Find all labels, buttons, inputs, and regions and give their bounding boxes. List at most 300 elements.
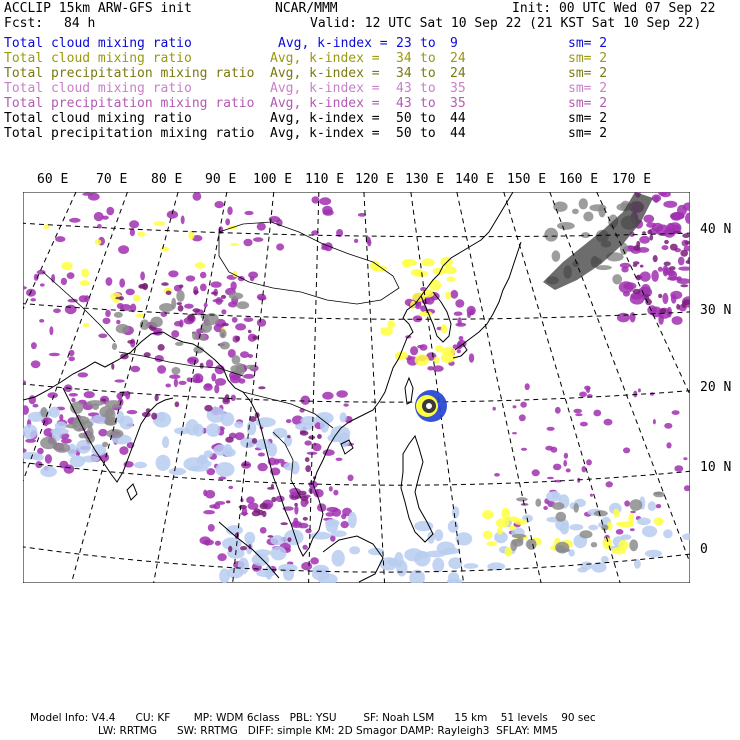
mixing-ratio-cell <box>322 392 333 400</box>
field-k-start: 43 <box>396 96 412 111</box>
longitude-label: 60 E <box>37 172 69 187</box>
mixing-ratio-cell <box>81 269 89 278</box>
mixing-ratio-cell <box>583 212 593 222</box>
mixing-ratio-cell <box>200 272 206 279</box>
mixing-ratio-cell <box>668 270 676 276</box>
mixing-ratio-cell <box>169 468 186 475</box>
mixing-ratio-cell <box>31 360 41 368</box>
field-k-to: to <box>420 96 436 111</box>
mixing-ratio-cell <box>287 435 290 438</box>
mixing-ratio-cell <box>486 541 497 546</box>
field-name: Total precipitation mixing ratio <box>4 96 255 111</box>
footer-physics-info: LW: RRTMG SW: RRTMG DIFF: simple KM: 2D Smagor DAMP: Rayleigh3 SFLAY: MM5 <box>98 725 558 737</box>
mixing-ratio-cell <box>98 334 107 339</box>
mixing-ratio-cell <box>343 403 348 406</box>
mixing-ratio-cell <box>512 534 527 538</box>
mixing-ratio-cell <box>258 453 265 457</box>
mixing-ratio-cell <box>640 265 644 268</box>
mixing-ratio-cell <box>294 505 298 514</box>
mixing-ratio-cell <box>174 321 182 327</box>
mixing-ratio-cell <box>291 495 294 499</box>
mixing-ratio-cell <box>125 391 130 400</box>
mixing-ratio-cell <box>332 550 345 567</box>
mixing-ratio-cell <box>556 512 567 522</box>
mixing-ratio-cell <box>203 510 215 514</box>
mixing-ratio-cell <box>577 567 587 572</box>
mixing-ratio-cell <box>557 222 575 230</box>
longitude-label: 170 E <box>612 172 652 187</box>
mixing-ratio-cell <box>302 545 307 550</box>
mixing-ratio-cell <box>444 266 457 274</box>
mixing-ratio-cell <box>639 236 650 244</box>
mixing-ratio-cell <box>105 408 116 421</box>
field-avg-label: Avg, k-index = <box>270 51 380 66</box>
mixing-ratio-cell <box>127 410 138 414</box>
field-k-start: 23 <box>396 36 412 51</box>
mixing-ratio-cell <box>448 572 459 583</box>
mixing-ratio-cell <box>552 502 564 510</box>
mixing-ratio-cell <box>239 505 247 509</box>
mixing-ratio-cell <box>49 353 60 356</box>
field-avg-label: Avg, k-index = <box>270 96 380 111</box>
mixing-ratio-cell <box>81 456 99 463</box>
mixing-ratio-cell <box>670 212 685 220</box>
mixing-ratio-cell <box>103 318 111 324</box>
mixing-ratio-cell <box>62 262 73 271</box>
longitude-label: 130 E <box>405 172 445 187</box>
mixing-ratio-cell <box>151 413 157 420</box>
mixing-ratio-cell <box>672 316 683 325</box>
mixing-ratio-cell <box>564 453 568 459</box>
mixing-ratio-cell <box>244 211 253 215</box>
mixing-ratio-cell <box>204 303 208 308</box>
mixing-ratio-cell <box>225 437 233 443</box>
mixing-ratio-cell <box>630 312 636 322</box>
mixing-ratio-cell <box>582 466 587 472</box>
mixing-ratio-cell <box>192 331 198 340</box>
mixing-ratio-cell <box>670 244 678 251</box>
mixing-ratio-cell <box>326 520 339 533</box>
mixing-ratio-cell <box>37 270 46 275</box>
mixing-ratio-cell <box>71 398 75 402</box>
mixing-ratio-cell <box>178 381 186 385</box>
longitude-label: 70 E <box>96 172 128 187</box>
mixing-ratio-cell <box>40 437 57 449</box>
latitude-label: 20 N <box>700 380 732 395</box>
mixing-ratio-cell <box>494 473 500 477</box>
mixing-ratio-cell <box>651 270 659 282</box>
mixing-ratio-cell <box>624 500 630 506</box>
mixing-ratio-cell <box>171 367 180 375</box>
mixing-ratio-cell <box>320 418 329 433</box>
mixing-ratio-cell <box>403 259 417 266</box>
mixing-ratio-cell <box>114 379 124 382</box>
field-avg-label: Avg, k-index = <box>270 66 380 81</box>
mixing-ratio-cell <box>653 255 658 262</box>
mixing-ratio-cell <box>140 271 145 280</box>
field-smoothing: sm= 2 <box>568 36 608 51</box>
mixing-ratio-cell <box>206 423 220 437</box>
mixing-ratio-cell <box>236 301 249 309</box>
mixing-ratio-cell <box>257 223 266 231</box>
fcst-value: 84 h <box>64 16 96 31</box>
mixing-ratio-cell <box>590 494 593 497</box>
mixing-ratio-cell <box>158 412 166 421</box>
mixing-ratio-cell <box>137 232 145 237</box>
mixing-ratio-cell <box>31 342 37 349</box>
mixing-ratio-cell <box>179 285 184 288</box>
field-smoothing: sm= 2 <box>568 66 608 81</box>
mixing-ratio-cell <box>229 293 243 300</box>
mixing-ratio-cell <box>176 290 184 302</box>
field-name: Total cloud mixing ratio <box>4 51 192 66</box>
mixing-ratio-cell <box>676 304 680 310</box>
typhoon-marker <box>415 390 447 422</box>
mixing-ratio-cell <box>662 293 668 304</box>
mixing-ratio-cell <box>157 365 166 374</box>
mixing-ratio-cell <box>340 412 347 422</box>
mixing-ratio-cell <box>221 295 226 299</box>
mixing-ratio-cell <box>69 393 78 397</box>
mixing-ratio-cell <box>118 245 129 254</box>
mixing-ratio-cell <box>417 345 423 348</box>
mixing-ratio-cell <box>33 454 44 461</box>
mixing-ratio-cell <box>265 565 272 580</box>
mixing-ratio-cell <box>410 301 416 309</box>
mixing-ratio-cell <box>253 335 259 339</box>
mixing-ratio-cell <box>427 531 434 543</box>
mixing-ratio-cell <box>127 340 134 344</box>
mixing-ratio-cell <box>300 416 317 425</box>
mixing-ratio-cell <box>613 509 619 518</box>
mixing-ratio-cell <box>663 265 669 276</box>
mixing-ratio-cell <box>441 548 460 555</box>
mixing-ratio-cell <box>617 313 630 323</box>
mixing-ratio-cell <box>65 305 77 315</box>
mixing-ratio-cell <box>129 220 139 228</box>
mixing-ratio-cell <box>685 241 690 245</box>
mixing-ratio-cell <box>240 546 247 550</box>
mixing-ratio-cell <box>112 343 117 350</box>
latitude-label: 0 <box>700 542 708 557</box>
mixing-ratio-cell <box>638 388 641 392</box>
mixing-ratio-cell <box>130 366 140 372</box>
mixing-ratio-cell <box>667 277 679 281</box>
mixing-ratio-cell <box>535 499 541 507</box>
mixing-ratio-cell <box>168 270 178 277</box>
mixing-ratio-cell <box>310 532 331 540</box>
mixing-ratio-cell <box>193 192 202 201</box>
mixing-ratio-cell <box>513 405 517 408</box>
mixing-ratio-cell <box>413 315 423 322</box>
mixing-ratio-cell <box>203 384 213 391</box>
mixing-ratio-cell <box>244 317 254 322</box>
mixing-ratio-cell <box>618 540 628 551</box>
mixing-ratio-cell <box>514 519 527 525</box>
mixing-ratio-cell <box>215 462 234 477</box>
mixing-ratio-cell <box>566 468 571 472</box>
mixing-ratio-cell <box>271 484 274 489</box>
field-k-to: to <box>420 81 436 96</box>
mixing-ratio-cell <box>305 529 311 534</box>
mixing-ratio-cell <box>184 304 194 309</box>
mixing-ratio-cell <box>119 278 125 287</box>
mixing-ratio-cell <box>300 431 309 436</box>
mixing-ratio-cell <box>454 312 463 316</box>
mixing-ratio-cell <box>105 310 111 317</box>
mixing-ratio-cell <box>215 501 225 505</box>
mixing-ratio-cell <box>336 458 343 461</box>
mixing-ratio-cell <box>469 353 474 362</box>
mixing-ratio-cell <box>255 549 271 556</box>
mixing-ratio-cell <box>664 262 671 266</box>
mixing-ratio-cell <box>543 506 548 510</box>
mixing-ratio-cell <box>33 404 39 408</box>
field-avg-label: Avg, k-index = <box>270 111 380 126</box>
mixing-ratio-cell <box>670 291 682 300</box>
mixing-ratio-cell <box>252 511 261 517</box>
mixing-ratio-cell <box>574 503 579 513</box>
mixing-ratio-cell <box>274 459 279 465</box>
mixing-ratio-cell <box>483 531 493 540</box>
latitude-label: 40 N <box>700 222 732 237</box>
mixing-ratio-cell <box>658 294 662 298</box>
mixing-ratio-cell <box>463 563 478 569</box>
mixing-ratio-cell <box>236 363 244 371</box>
mixing-ratio-cell <box>341 521 349 528</box>
mixing-ratio-cell <box>606 481 613 487</box>
mixing-ratio-cell <box>396 560 407 577</box>
mixing-ratio-cell <box>225 218 230 225</box>
field-avg-label: Avg, k-index = <box>278 36 388 51</box>
mixing-ratio-cell <box>258 386 265 389</box>
longitude-label: 150 E <box>507 172 547 187</box>
mixing-ratio-cell <box>672 410 680 415</box>
field-k-start: 50 <box>396 111 412 126</box>
mixing-ratio-cell <box>450 290 458 299</box>
field-k-end: 9 <box>450 36 458 51</box>
mixing-ratio-cell <box>208 524 215 532</box>
longitude-label: 120 E <box>355 172 395 187</box>
field-name: Total cloud mixing ratio <box>4 36 192 51</box>
mixing-ratio-cell <box>192 379 203 383</box>
mixing-ratio-cell <box>165 384 171 388</box>
field-name: Total precipitation mixing ratio <box>4 66 255 81</box>
mixing-ratio-cell <box>572 209 579 215</box>
mixing-ratio-cell <box>598 204 605 217</box>
mixing-ratio-cell <box>188 314 195 321</box>
mixing-ratio-cell <box>432 558 444 573</box>
mixing-ratio-cell <box>211 373 216 381</box>
mixing-ratio-cell <box>174 378 178 387</box>
field-k-to: to <box>420 111 436 126</box>
mixing-ratio-cell <box>612 274 622 284</box>
mixing-ratio-cell <box>29 395 36 404</box>
mixing-ratio-cell <box>642 526 657 538</box>
mixing-ratio-cell <box>457 349 461 353</box>
mixing-ratio-cell <box>575 413 583 416</box>
mixing-ratio-cell <box>667 307 672 318</box>
mixing-ratio-cell <box>203 490 207 496</box>
mixing-ratio-cell <box>106 207 114 216</box>
mixing-ratio-cell <box>333 490 338 496</box>
mixing-ratio-cell <box>293 518 298 527</box>
mixing-ratio-cell <box>421 258 434 266</box>
mixing-ratio-cell <box>620 263 631 268</box>
mixing-ratio-cell <box>119 416 133 430</box>
mixing-ratio-cell <box>666 442 671 448</box>
mixing-ratio-cell <box>680 284 688 287</box>
longitude-label: 160 E <box>559 172 599 187</box>
mixing-ratio-cell <box>242 464 250 466</box>
mixing-ratio-cell <box>134 462 147 469</box>
mixing-ratio-cell <box>186 275 195 281</box>
mixing-ratio-cell <box>273 428 288 438</box>
mixing-ratio-cell <box>586 459 592 465</box>
mixing-ratio-cell <box>332 508 341 517</box>
mixing-ratio-cell <box>175 342 183 346</box>
mixing-ratio-cell <box>153 221 165 226</box>
mixing-ratio-cell <box>23 424 38 439</box>
mixing-ratio-cell <box>248 330 252 333</box>
field-k-end: 24 <box>450 66 466 81</box>
mixing-ratio-cell <box>195 262 206 268</box>
mixing-ratio-cell <box>185 419 199 435</box>
mixing-ratio-cell <box>305 465 311 472</box>
mixing-ratio-cell <box>441 324 446 328</box>
mixing-ratio-cell <box>126 289 135 296</box>
mixing-ratio-cell <box>211 292 217 295</box>
mixing-ratio-cell <box>519 414 526 421</box>
mixing-ratio-cell <box>650 234 654 240</box>
mixing-ratio-cell <box>257 294 266 300</box>
mixing-ratio-cell <box>591 542 597 547</box>
mixing-ratio-cell <box>545 446 553 451</box>
mixing-ratio-cell <box>262 511 267 517</box>
field-name: Total cloud mixing ratio <box>4 81 192 96</box>
mixing-ratio-cell <box>642 294 650 296</box>
mixing-ratio-cell <box>252 438 257 444</box>
mixing-ratio-cell <box>228 486 233 489</box>
mixing-ratio-cell <box>664 240 669 244</box>
mixing-ratio-cell <box>623 282 636 289</box>
mixing-ratio-cell <box>628 245 634 249</box>
mixing-ratio-cell <box>67 272 75 279</box>
mixing-ratio-cell <box>336 390 348 397</box>
mixing-ratio-cell <box>146 408 151 412</box>
mixing-ratio-cell <box>250 276 255 281</box>
field-k-start: 34 <box>396 51 412 66</box>
mixing-ratio-cell <box>84 391 95 398</box>
mixing-ratio-cell <box>213 445 228 456</box>
mixing-ratio-cell <box>634 245 641 251</box>
mixing-ratio-cell <box>232 317 238 323</box>
mixing-ratio-cell <box>175 401 180 407</box>
mixing-ratio-cell <box>573 409 582 414</box>
field-k-to: to <box>420 66 436 81</box>
mixing-ratio-cell <box>520 402 527 408</box>
mixing-ratio-cell <box>594 510 608 516</box>
mixing-ratio-cell <box>637 518 651 526</box>
model-title: ACCLIP 15km ARW-GFS init <box>4 1 192 16</box>
mixing-ratio-cell <box>280 522 288 525</box>
mixing-ratio-cell <box>301 562 312 570</box>
field-smoothing: sm= 2 <box>568 81 608 96</box>
mixing-ratio-cell <box>546 491 561 502</box>
mixing-ratio-cell <box>682 233 689 238</box>
mixing-ratio-cell <box>203 539 214 545</box>
mixing-ratio-cell <box>171 298 176 310</box>
field-k-start: 43 <box>396 81 412 96</box>
mixing-ratio-cell <box>303 517 308 521</box>
mixing-ratio-cell <box>662 245 669 250</box>
mixing-ratio-cell <box>525 383 530 390</box>
mixing-ratio-cell <box>192 308 200 312</box>
field-k-end: 35 <box>450 81 466 96</box>
mixing-ratio-cell <box>156 455 171 471</box>
mixing-ratio-cell <box>162 436 169 448</box>
field-k-end: 44 <box>450 126 466 141</box>
mixing-ratio-cell <box>181 215 185 224</box>
mixing-ratio-cell <box>69 218 81 223</box>
mixing-ratio-cell <box>552 250 561 261</box>
field-name: Total cloud mixing ratio <box>4 111 192 126</box>
mixing-ratio-cell <box>317 434 322 439</box>
mixing-ratio-cell <box>215 541 221 546</box>
mixing-ratio-cell <box>231 395 236 401</box>
mixing-ratio-cell <box>532 469 540 476</box>
mixing-ratio-cell <box>166 291 172 295</box>
mixing-ratio-cell <box>218 477 226 480</box>
mixing-ratio-cell <box>221 309 226 314</box>
mixing-ratio-cell <box>288 537 292 542</box>
mixing-ratio-cell <box>138 284 145 289</box>
mixing-ratio-cell <box>354 239 358 243</box>
mixing-ratio-cell <box>219 329 226 338</box>
mixing-ratio-cell <box>512 539 523 547</box>
mixing-ratio-cell <box>226 500 231 503</box>
mixing-ratio-cell <box>445 292 451 300</box>
mixing-ratio-cell <box>381 327 393 336</box>
mixing-ratio-cell <box>310 557 319 564</box>
mixing-ratio-cell <box>230 243 238 246</box>
longitude-label: 90 E <box>205 172 237 187</box>
mixing-ratio-cell <box>319 197 331 205</box>
valid-time: Valid: 12 UTC Sat 10 Sep 22 (21 KST Sat 10 Sep 22) <box>310 16 702 31</box>
mixing-ratio-cell <box>92 403 99 410</box>
latitude-label: 30 N <box>700 303 732 318</box>
mixing-ratio-cell <box>516 497 528 501</box>
mixing-ratio-cell <box>61 278 67 285</box>
mixing-ratio-cell <box>40 466 57 477</box>
mixing-ratio-cell <box>210 281 221 287</box>
mixing-ratio-cell <box>348 512 357 528</box>
mixing-ratio-cell <box>102 442 108 447</box>
mixing-ratio-cell <box>253 237 263 242</box>
mixing-ratio-cell <box>98 429 107 437</box>
mixing-ratio-cell <box>256 439 271 450</box>
field-k-end: 44 <box>450 111 466 126</box>
mixing-ratio-cell <box>580 530 593 538</box>
mixing-ratio-cell <box>629 539 638 551</box>
mixing-ratio-cell <box>669 266 676 270</box>
mixing-ratio-cell <box>588 525 598 531</box>
mixing-ratio-cell <box>497 528 503 535</box>
longitude-label: 100 E <box>253 172 293 187</box>
mixing-ratio-cell <box>410 346 418 355</box>
mixing-ratio-cell <box>429 280 441 291</box>
mixing-ratio-cell <box>30 298 36 301</box>
